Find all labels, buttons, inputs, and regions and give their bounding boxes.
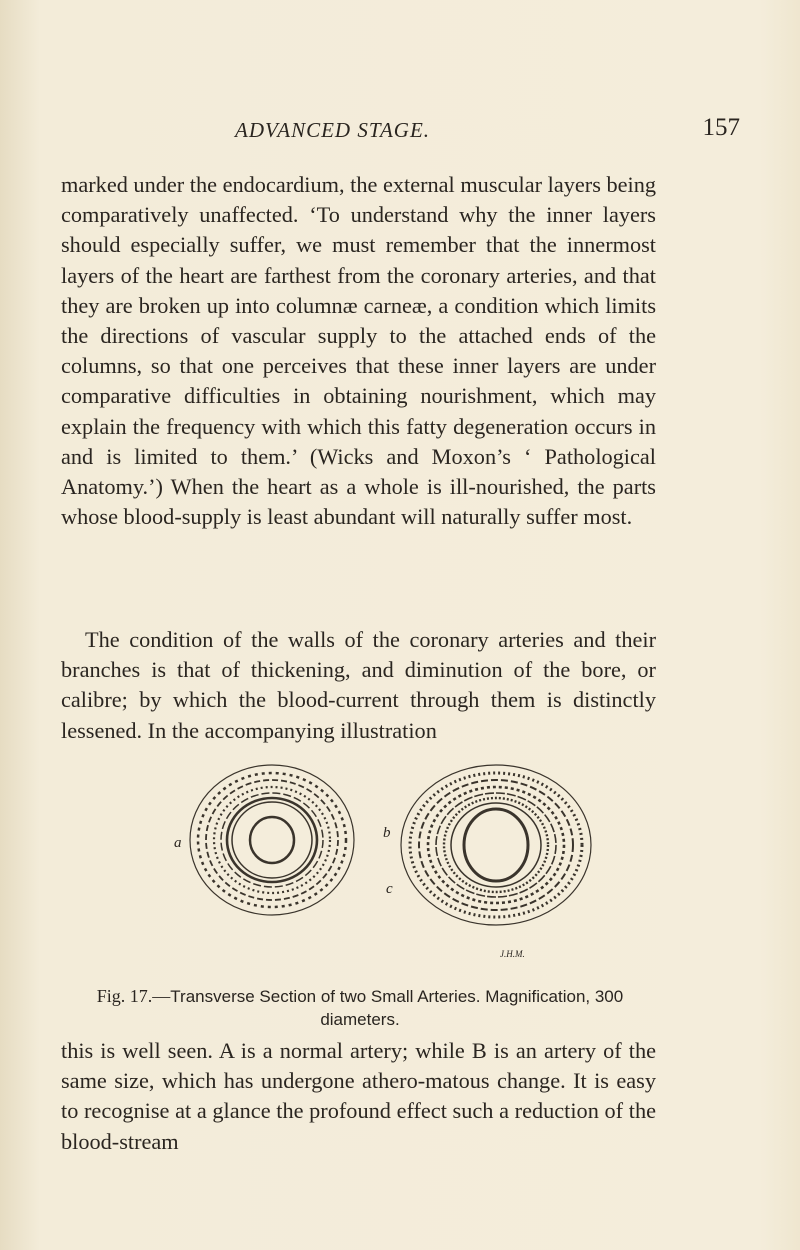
artery-figure (160, 745, 630, 965)
label-a: a (174, 835, 182, 851)
page-header (60, 112, 740, 152)
page-number: 157 (702, 114, 740, 141)
label-b: b (383, 825, 391, 841)
artery-b (401, 765, 591, 925)
artery-a (190, 765, 354, 915)
engraver-signature: J.H.M. (500, 949, 525, 959)
paragraph-3-text: this is well seen. A is a normal artery; while B is an artery of the same size, which has undergone athero-matous change. It is easy to recognise at a glance the profound effect such a reduction of the blood-stream (61, 1038, 656, 1154)
running-title: ADVANCED STAGE. (235, 118, 431, 142)
paragraph-1 (61, 170, 656, 532)
figure-caption-text: Transverse Section of two Small Arteries. Magnification, 300 diameters. (170, 987, 624, 1029)
paragraph-2-text: The condition of the walls of the coronary arteries and their branches is that of thickening, and diminution of the bore, or calibre; by which the blood-current through them is distinctly lessened. In the accompanying illustration (61, 627, 656, 743)
label-c: c (386, 881, 393, 897)
artery-illustration (160, 745, 630, 965)
paragraph-3 (61, 1036, 656, 1157)
figure-caption (60, 985, 660, 1031)
paragraph-1-text: marked under the endocardium, the external muscular layers being comparatively unaffected. ‘To understand why the inner layers should especially suffer, we must remember that the innermost layers of the heart are farthest from the coronary arteries, and that they are broken up into columnæ carneæ, a condition which limits the directions of vascular supply to the attached ends of the columns, so that one perceives that these inner layers are under comparative difficulties in obtaining nourishment, which may explain the frequency with which this fatty degeneration occurs in and is limited to them.’ (Wicks and Moxon’s ‘ Pathological Anatomy.’) When the heart as a whole is ill-nourished, the parts whose blood-supply is least abundant will naturally suffer most. (61, 172, 656, 530)
figure-caption-label: Fig. 17.— (96, 986, 171, 1006)
paragraph-2 (61, 625, 656, 746)
